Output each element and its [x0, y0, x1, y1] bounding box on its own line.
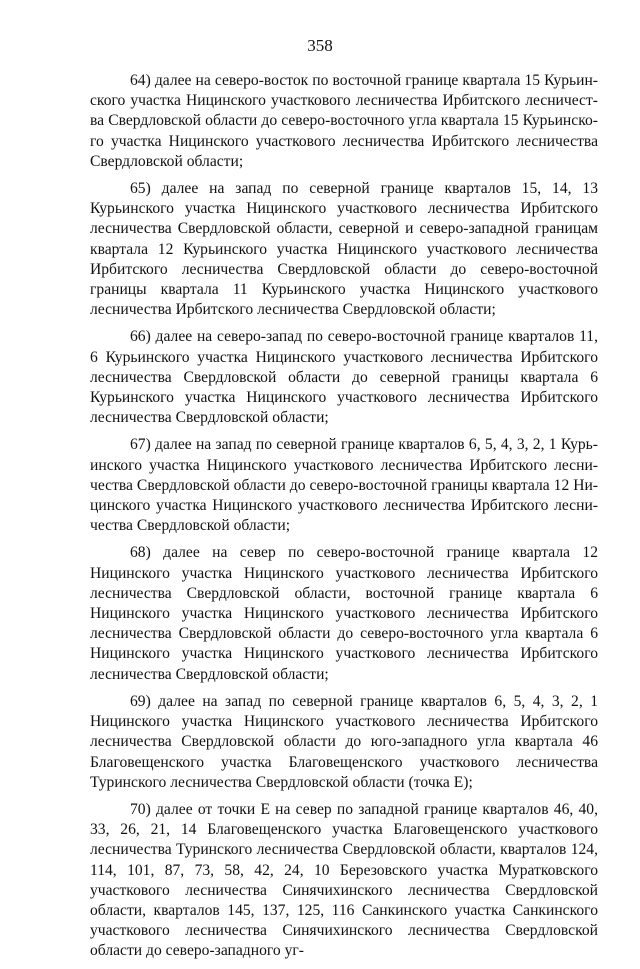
page-number: 358	[307, 36, 333, 55]
document-body	[90, 71, 598, 969]
paragraph-70: 70) далее от точки Е на север по западной границе кварталов 46, 40, 33, 26, 21, 14 Благовещенского участка Благовещенского участкового лесничества Туринского лесничества Свердловской области, кварталов 124, 114, 101, 87, 73, 58, 42, 24, 10 Березовского участка Муратковского участкового лесничества Синячихинского лесничества Свердловской области, кварталов 145, 137, 125, 116 Санкинского участка Санкинского участкового лесничества Синячихинского лесничества Свердловской области до северо-западного уг-	[90, 800, 598, 960]
paragraph-65: 65) далее на запад по северной границе кварталов 15, 14, 13 Курьинского участка Ницинского участкового лесничества Ирбитского лесничества Свердловской области, северной и северо-западной границам квартала 12 Курьинского участка Ницинского участкового лесничества Ирбитского лесничества Свердловской области до северо-восточной границы квартала 11 Курьинского участка Ницинского участкового лесничества Ирбитского лесничества Свердловской области;	[90, 180, 598, 319]
paragraph-67: 67) далее на запад по северной границе кварталов 6, 5, 4, 3, 2, 1 Курьинского участка Ницинского участкового лесничества Ирбитского лесничества Свердловской области до северо-восточной границы квартала 12 Ницинского участка Ницинского участкового лесничества Ирбитского лесничества Свердловской области;	[90, 436, 598, 535]
paragraph-69: 69) далее на запад по северной границе кварталов 6, 5, 4, 3, 2, 1 Ницинского участка Ницинского участкового лесничества Ирбитского лесничества Свердловской области до юго-западного угла квартала 46 Благовещенского участка Благовещенского участкового лесничества Туринского лесничества Свердловской области (точка Е);	[90, 692, 598, 791]
paragraph-68: 68) далее на север по северо-восточной границе квартала 12 Ницинского участка Ницинского участкового лесничества Ирбитского лесничества Свердловской области, восточной границе квартала 6 Ницинского участка Ницинского участкового лесничества Ирбитского лесничества Свердловской области до северо-восточного угла квартала 6 Ницинского участка Ницинского участкового лесничества Ирбитского лесничества Свердловской области;	[90, 544, 598, 683]
paragraph-66: 66) далее на северо-запад по северо-восточной границе кварталов 11, 6 Курьинского участка Ницинского участкового лесничества Ирбитского лесничества Свердловской области до северной границы квартала 6 Курьинского участка Ницинского участкового лесничества Ирбитского лесничества Свердловской области;	[90, 328, 598, 427]
paragraph-64: 64) далее на северо-восток по восточной границе квартала 15 Курьинского участка Ницинского участкового лесничества Ирбитского лесничества Свердловской области до северо-восточного угла квартала 15 Курьинского участка Ницинского участкового лесничества Ирбитского лесничества Свердловской области;	[90, 72, 598, 170]
